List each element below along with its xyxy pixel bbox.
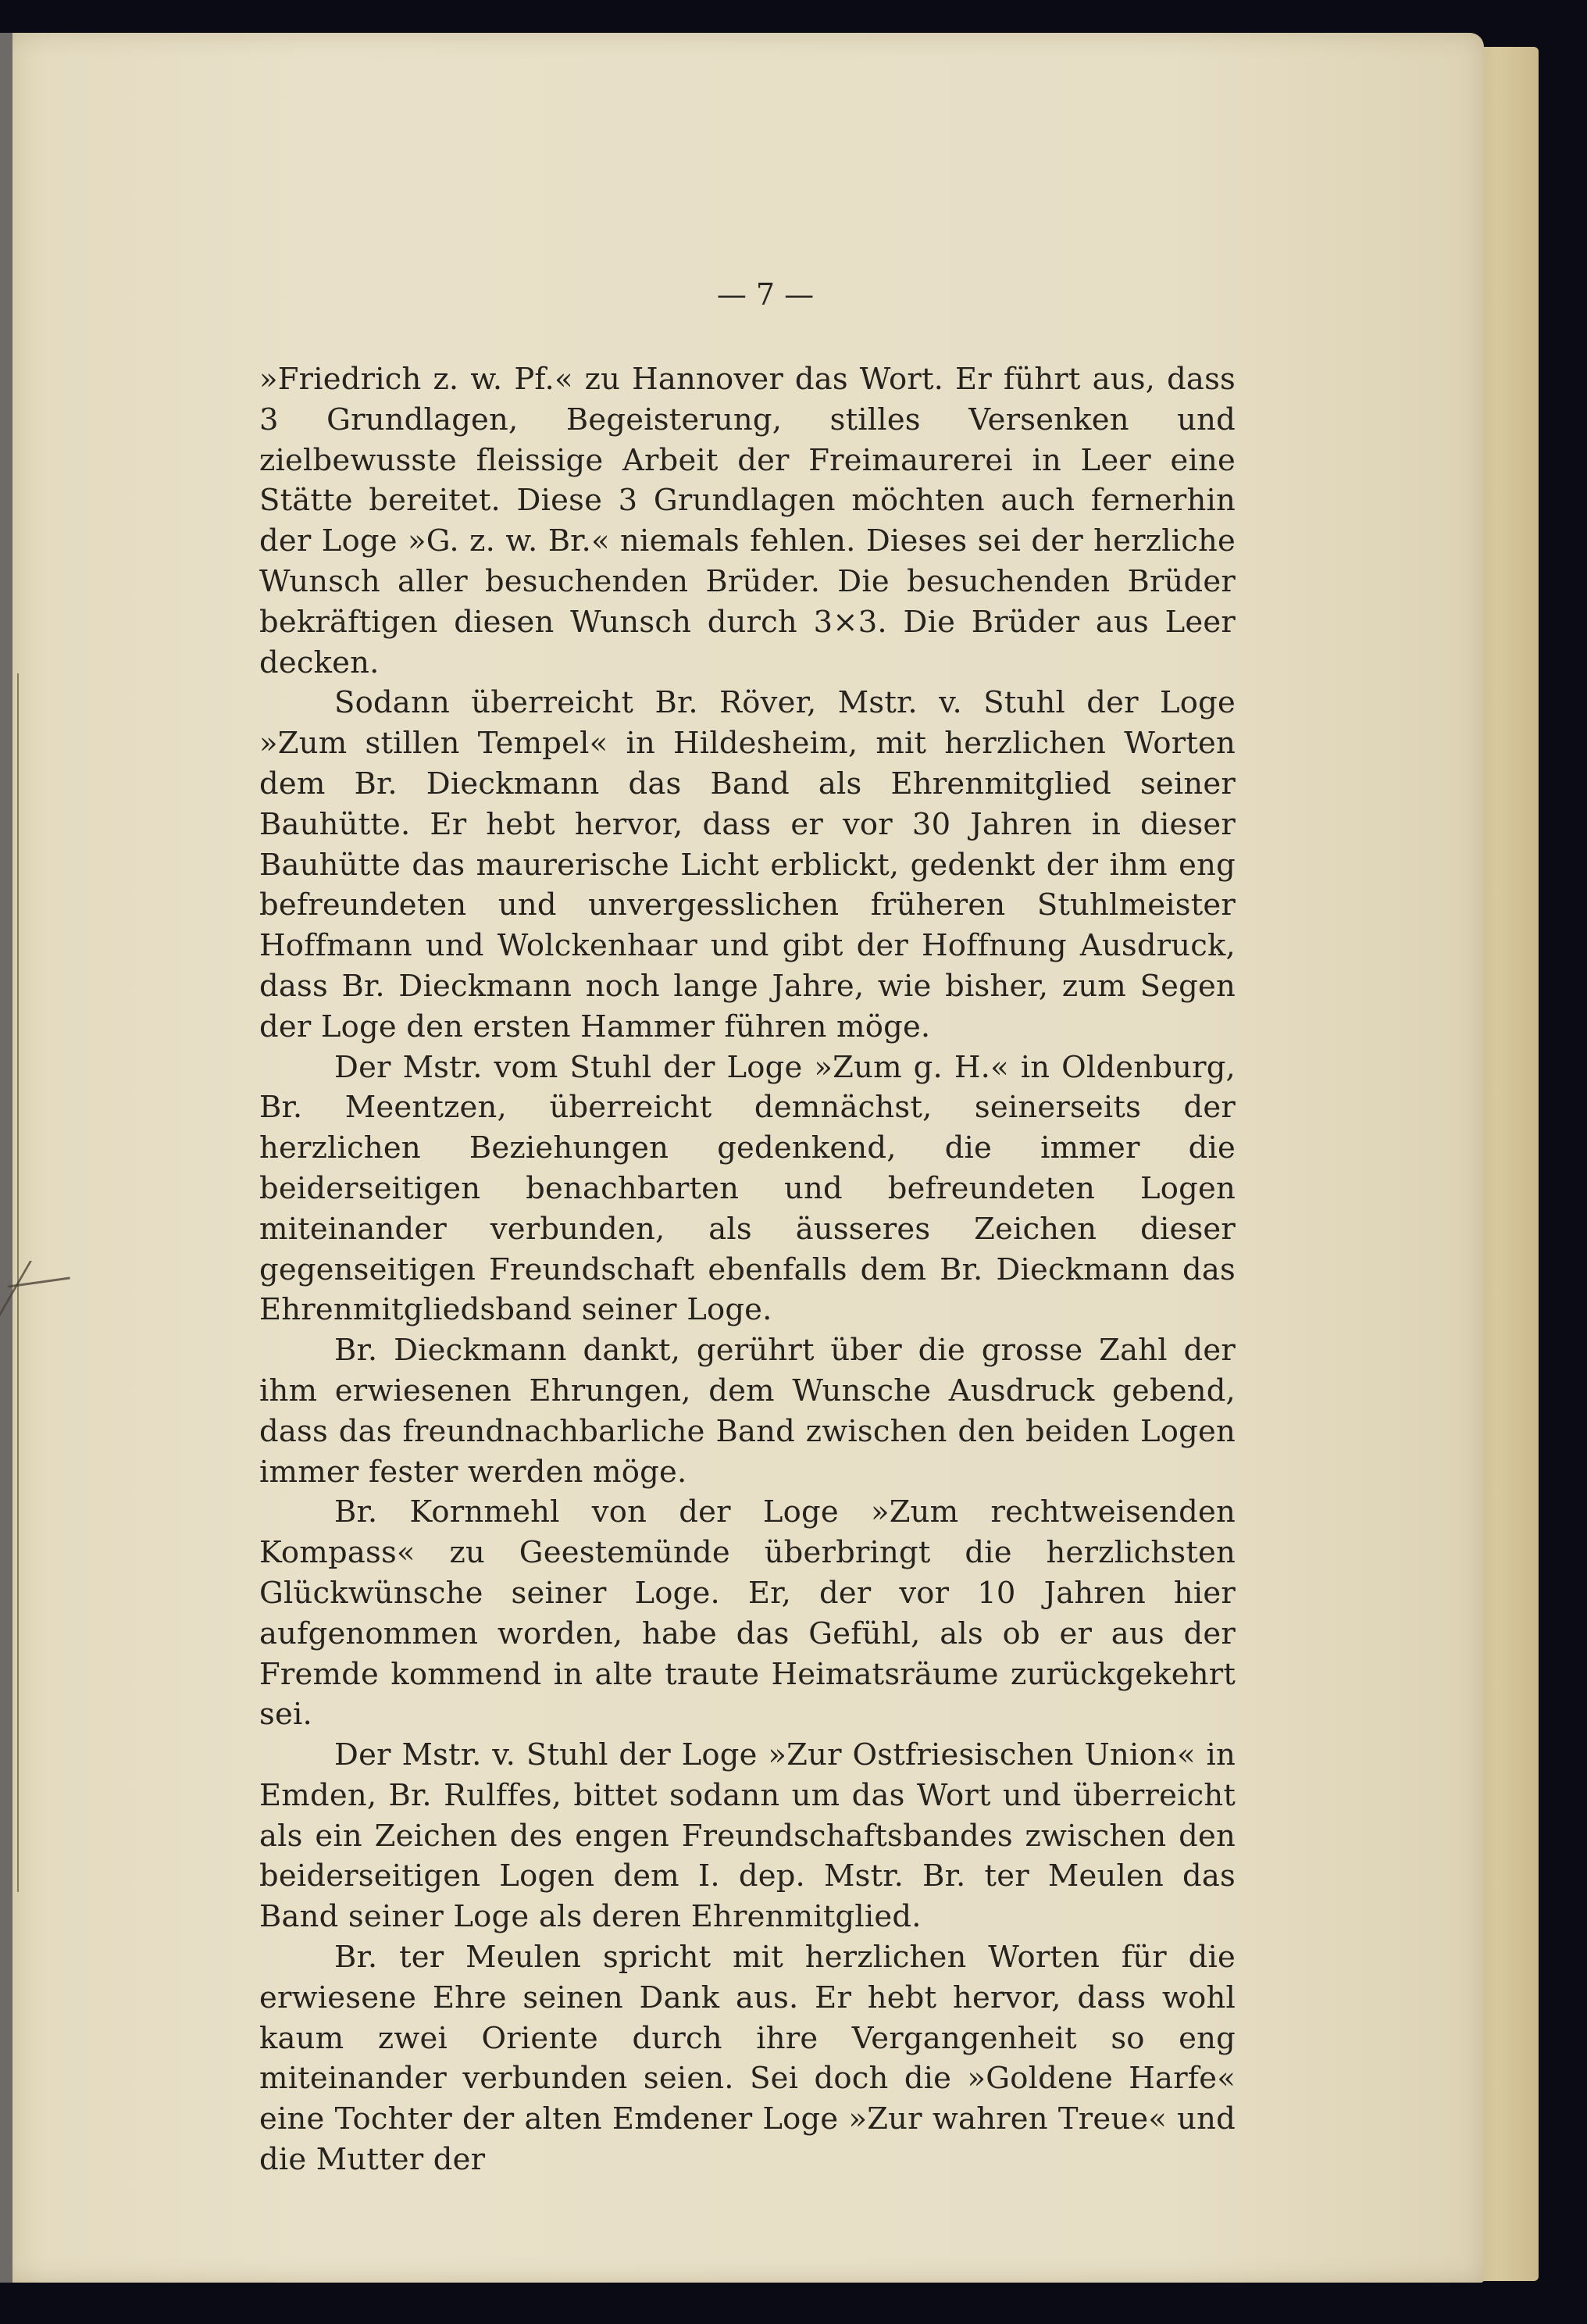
binding-strip bbox=[0, 33, 12, 2283]
paragraph-4: Br. Dieckmann dankt, gerührt über die grosse Zahl der ihm erwiesenen Ehrungen, dem Wunsche Ausdruck gebend, dass das freundnachbarliche Band zwischen den beiden Logen immer fester werden möge. bbox=[259, 1333, 1236, 1490]
body-text bbox=[259, 359, 1236, 2180]
paragraph-1: »Friedrich z. w. Pf.« zu Hannover das Wort. Er führt aus, dass 3 Grundlagen, Begeisterung, stilles Versenken und zielbewusste fleissige Arbeit der Freimaurerei in Leer eine Stätte bereitet. Diese 3 Grundlagen möchten auch fernerhin der Loge »G. z. w. Br.« niemals fehlen. Dieses sei der herzliche Wunsch aller besuchenden Brüder. Die besuchenden Brüder bekräftigen diesen Wunsch durch 3×3. Die Brüder aus Leer decken. bbox=[259, 362, 1236, 680]
binding-stitch bbox=[0, 1261, 95, 1331]
paragraph-3: Der Mstr. vom Stuhl der Loge »Zum g. H.« in Oldenburg, Br. Meentzen, überreicht demnächst, seinerseits der herzlichen Beziehungen gedenkend, die immer die beiderseitigen benachbarten und befreundeten Logen miteinander verbunden, als äusseres Zeichen dieser gegenseitigen Freundschaft ebenfalls dem Br. Dieckmann das Ehrenmitgliedsband seiner Loge. bbox=[259, 1049, 1236, 1328]
paragraph-2: Sodann überreicht Br. Röver, Mstr. v. Stuhl der Loge »Zum stillen Tempel« in Hildesheim, mit herzlichen Worten dem Br. Dieckmann das Band als Ehrenmitglied seiner Bauhütte. Er hebt hervor, dass er vor 30 Jahren in dieser Bauhütte das maurerische Licht erblickt, gedenkt der ihm eng befreundeten und unvergesslichen früheren Stuhlmeister Hoffmann und Wolckenhaar und gibt der Hoffnung Ausdruck, dass Br. Dieckmann noch lange Jahre, wie bisher, zum Segen der Loge den ersten Hammer führen möge. bbox=[259, 685, 1236, 1044]
paragraph-6: Der Mstr. v. Stuhl der Loge »Zur Ostfriesischen Union« in Emden, Br. Rulffes, bittet sodann um das Wort und überreicht als ein Zeichen des engen Freundschaftsbandes zwischen den beiderseitigen Logen dem I. dep. Mstr. Br. ter Meulen das Band seiner Loge als deren Ehrenmitglied. bbox=[259, 1737, 1236, 1935]
page-number: — 7 — bbox=[716, 277, 815, 312]
paragraph-7: Br. ter Meulen spricht mit herzlichen Worten für die erwiesene Ehre seinen Dank aus. Er hebt hervor, dass wohl kaum zwei Oriente durch ihre Vergangenheit so eng miteinander verbunden seien. Sei doch die »Goldene Harfe« eine Tochter der alten Emdener Loge »Zur wahren Treue« und die Mutter der bbox=[259, 1940, 1236, 2178]
paragraph-5: Br. Kornmehl von der Loge »Zum rechtweisenden Kompass« zu Geestemünde überbringt die herzlichsten Glückwünsche seiner Loge. Er, der vor 10 Jahren hier aufgenommen worden, habe das Gefühl, als ob er aus der Fremde kommend in alte traute Heimatsräume zurückgekehrt sei. bbox=[259, 1494, 1236, 1733]
